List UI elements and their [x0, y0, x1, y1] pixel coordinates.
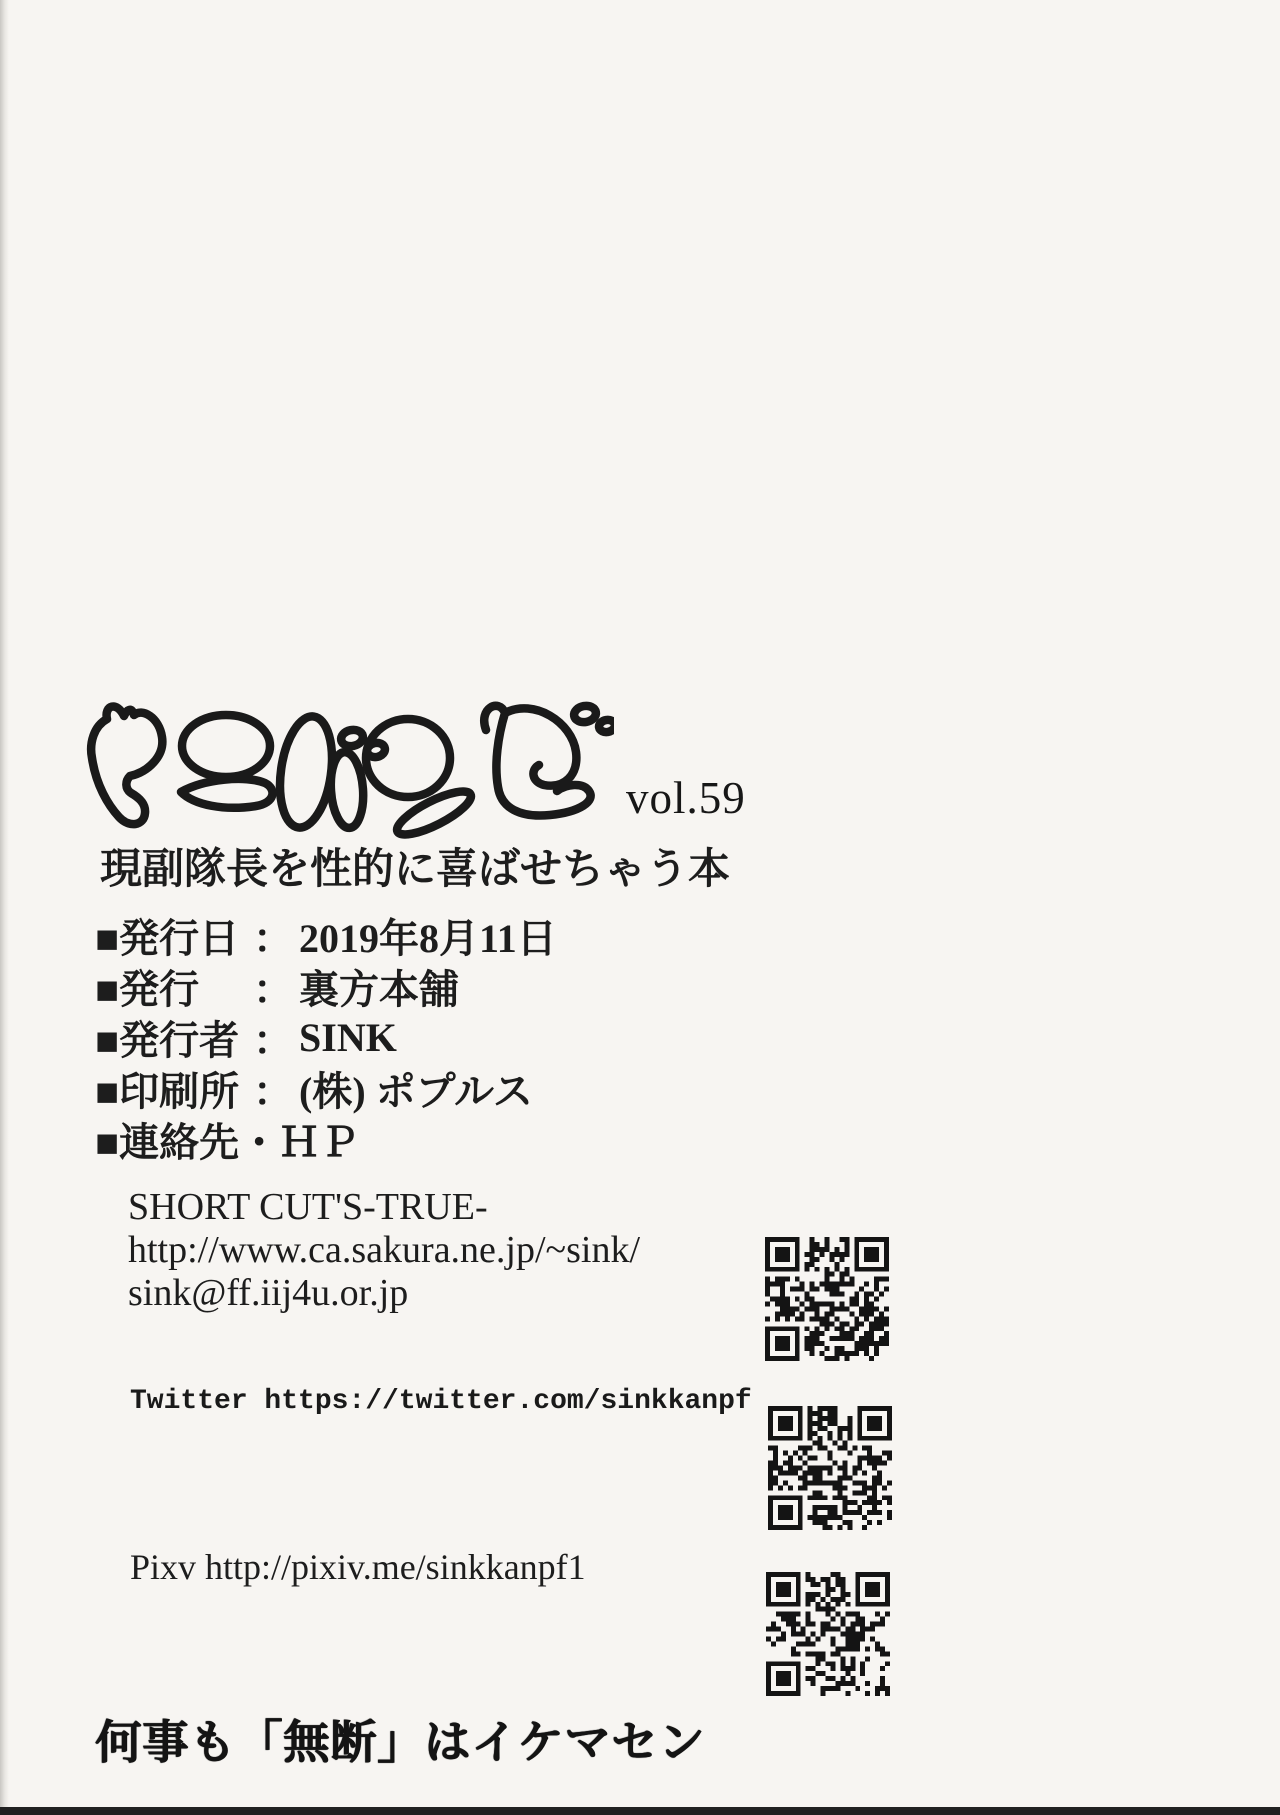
colophon-row-printer: [95, 1063, 557, 1114]
colophon-label: ■連絡先・ＨＰ: [95, 1120, 360, 1165]
email-address: sink@ff.iij4u.or.jp: [128, 1272, 409, 1314]
colophon-label: ■印刷所: [95, 1069, 240, 1114]
no-unauthorized-use-warning: 何事も「無断」はイケマセン: [95, 1716, 706, 1768]
colophon-value: 裏方本舗: [299, 967, 459, 1012]
colophon-value: (株) ポプルス: [299, 1069, 533, 1114]
colophon-block: [95, 910, 557, 1165]
colophon-row-publisher: [95, 961, 557, 1012]
contact-block: [128, 1186, 640, 1315]
urabanbi-logo-art: [84, 692, 614, 842]
book-title: 現副隊長を性的に喜ばせちゃう本: [100, 847, 731, 893]
page-bottom-edge: [0, 1807, 1280, 1815]
colophon-separator: ：: [253, 967, 293, 1012]
colophon-row-publish-date: [95, 910, 557, 961]
pixiv-url: Pixv http://pixiv.me/sinkkanpf1: [130, 1547, 586, 1587]
qr-code-pixiv-icon: [766, 1572, 890, 1696]
colophon-label: ■発行: [95, 967, 200, 1012]
homepage-url: http://www.ca.sakura.ne.jp/~sink/: [128, 1229, 640, 1271]
volume-number: vol.59: [626, 773, 746, 823]
twitter-url: Twitter https://twitter.com/sinkkanpf: [130, 1386, 752, 1417]
colophon-value: 2019年8月11日: [299, 916, 557, 961]
colophon-value: SINK: [299, 1015, 397, 1060]
colophon-separator: ：: [253, 1018, 293, 1063]
colophon-separator: ：: [253, 1069, 293, 1114]
qr-code-homepage-icon: [765, 1237, 889, 1361]
page-left-edge-shadow: [0, 0, 9, 1815]
colophon-label: ■発行日: [95, 916, 240, 961]
colophon-row-contact: [95, 1114, 557, 1165]
qr-code-twitter-icon: [768, 1406, 892, 1530]
colophon-label: ■発行者: [95, 1018, 240, 1063]
colophon-row-author: [95, 1012, 557, 1063]
colophon-separator: ：: [253, 916, 293, 961]
urabanbi-logo: [84, 692, 614, 842]
circle-name: SHORT CUT'S-TRUE-: [128, 1186, 488, 1228]
